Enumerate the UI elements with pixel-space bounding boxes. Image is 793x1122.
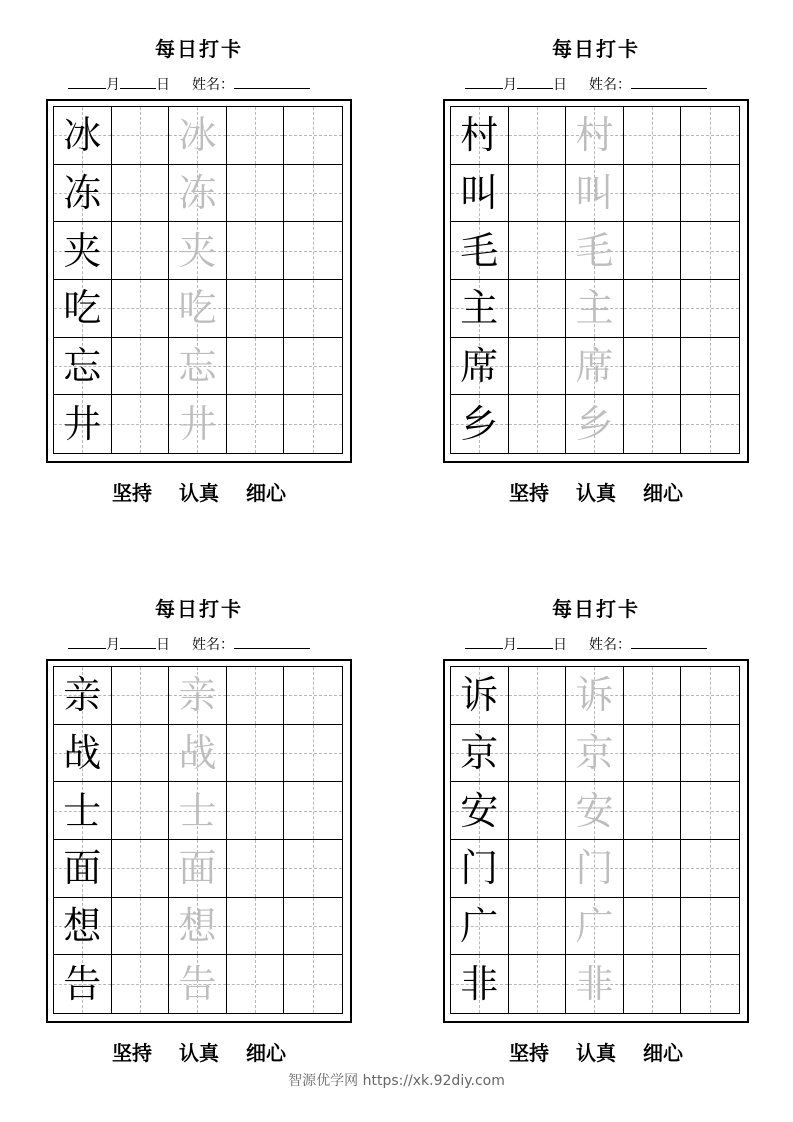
empty-cell[interactable] — [624, 955, 682, 1013]
empty-cell[interactable] — [624, 782, 682, 840]
empty-cell[interactable] — [509, 840, 567, 898]
model-character: 告 — [63, 962, 102, 1007]
empty-cell[interactable] — [681, 782, 739, 840]
trace-character: 广 — [575, 903, 614, 948]
model-character: 亲 — [63, 673, 102, 718]
empty-cell[interactable] — [681, 955, 739, 1013]
empty-cell[interactable] — [624, 840, 682, 898]
empty-cell[interactable] — [112, 782, 170, 840]
trace-cell[interactable] — [169, 667, 227, 725]
empty-cell[interactable] — [681, 898, 739, 956]
model-character: 士 — [63, 788, 102, 833]
month-blank[interactable] — [465, 634, 503, 649]
empty-cell[interactable] — [227, 955, 285, 1013]
practice-frame — [443, 659, 749, 1023]
empty-cell[interactable] — [624, 338, 682, 396]
trace-character: 冰 — [178, 113, 217, 158]
trace-cell[interactable] — [566, 395, 624, 453]
practice-grid — [53, 666, 343, 1014]
empty-cell[interactable] — [624, 107, 682, 165]
empty-cell[interactable] — [509, 898, 567, 956]
trace-cell[interactable] — [566, 165, 624, 223]
empty-cell[interactable] — [112, 395, 170, 453]
day-blank[interactable] — [120, 74, 156, 89]
empty-cell[interactable] — [227, 898, 285, 956]
model-character: 门 — [460, 846, 499, 891]
trace-cell[interactable] — [169, 725, 227, 783]
model-cell — [451, 782, 509, 840]
model-cell — [54, 165, 112, 223]
trace-character: 井 — [178, 402, 217, 447]
trace-cell[interactable] — [566, 107, 624, 165]
model-cell — [54, 338, 112, 396]
model-cell — [54, 222, 112, 280]
empty-cell[interactable] — [624, 222, 682, 280]
empty-cell[interactable] — [112, 280, 170, 338]
empty-cell[interactable] — [509, 280, 567, 338]
model-cell — [54, 840, 112, 898]
motto: 坚持 认真 细心 — [112, 481, 286, 505]
empty-cell[interactable] — [284, 898, 342, 956]
trace-character: 忘 — [178, 343, 217, 388]
empty-cell[interactable] — [681, 667, 739, 725]
empty-cell[interactable] — [227, 338, 285, 396]
trace-cell[interactable] — [169, 222, 227, 280]
trace-character: 京 — [575, 730, 614, 775]
practice-grid — [450, 106, 740, 454]
trace-cell[interactable] — [566, 222, 624, 280]
model-cell — [54, 898, 112, 956]
empty-cell[interactable] — [284, 222, 342, 280]
name-label: 姓名： — [192, 637, 234, 653]
empty-cell[interactable] — [681, 107, 739, 165]
empty-cell[interactable] — [284, 165, 342, 223]
empty-cell[interactable] — [681, 395, 739, 453]
model-cell — [451, 107, 509, 165]
model-cell — [451, 338, 509, 396]
trace-cell[interactable] — [169, 898, 227, 956]
trace-cell[interactable] — [169, 840, 227, 898]
trace-character: 冻 — [178, 170, 217, 215]
trace-cell[interactable] — [566, 782, 624, 840]
empty-cell[interactable] — [284, 280, 342, 338]
model-character: 主 — [460, 286, 499, 331]
trace-cell[interactable] — [169, 395, 227, 453]
date-name-line — [46, 74, 352, 94]
day-blank[interactable] — [120, 634, 156, 649]
empty-cell[interactable] — [112, 165, 170, 223]
empty-cell[interactable] — [624, 395, 682, 453]
empty-cell[interactable] — [112, 222, 170, 280]
model-cell — [451, 667, 509, 725]
model-character: 夹 — [63, 228, 102, 273]
empty-cell[interactable] — [227, 165, 285, 223]
model-character: 叫 — [460, 170, 499, 215]
day-blank[interactable] — [517, 634, 553, 649]
model-character: 想 — [63, 903, 102, 948]
day-label: 日 — [156, 637, 170, 653]
empty-cell[interactable] — [112, 338, 170, 396]
trace-character: 夹 — [178, 228, 217, 273]
name-label: 姓名： — [192, 77, 234, 93]
empty-cell[interactable] — [681, 725, 739, 783]
card-title: 每日打卡 — [155, 37, 243, 61]
month-label: 月 — [106, 637, 120, 653]
trace-character: 席 — [575, 343, 614, 388]
empty-cell[interactable] — [624, 667, 682, 725]
trace-character: 门 — [575, 846, 614, 891]
model-character: 战 — [63, 730, 102, 775]
model-cell — [54, 725, 112, 783]
trace-character: 亲 — [178, 673, 217, 718]
month-label: 月 — [503, 637, 517, 653]
empty-cell[interactable] — [681, 840, 739, 898]
date-name-line — [46, 634, 352, 654]
model-character: 毛 — [460, 228, 499, 273]
empty-cell[interactable] — [624, 165, 682, 223]
name-label: 姓名： — [589, 637, 631, 653]
model-character: 井 — [63, 402, 102, 447]
trace-character: 安 — [575, 788, 614, 833]
model-character: 吃 — [63, 286, 102, 331]
empty-cell[interactable] — [681, 338, 739, 396]
empty-cell[interactable] — [284, 107, 342, 165]
trace-character: 村 — [575, 113, 614, 158]
model-cell — [54, 667, 112, 725]
trace-character: 战 — [178, 730, 217, 775]
motto: 坚持 认真 细心 — [509, 481, 683, 505]
practice-frame — [443, 99, 749, 463]
trace-cell[interactable] — [566, 338, 624, 396]
empty-cell[interactable] — [284, 782, 342, 840]
empty-cell[interactable] — [284, 667, 342, 725]
model-character: 冰 — [63, 113, 102, 158]
model-character: 村 — [460, 113, 499, 158]
model-cell — [451, 955, 509, 1013]
trace-cell[interactable] — [169, 165, 227, 223]
date-name-line — [443, 634, 749, 654]
empty-cell[interactable] — [509, 782, 567, 840]
empty-cell[interactable] — [112, 107, 170, 165]
month-label: 月 — [503, 77, 517, 93]
empty-cell[interactable] — [227, 107, 285, 165]
motto: 坚持 认真 细心 — [112, 1041, 286, 1065]
trace-cell[interactable] — [566, 725, 624, 783]
trace-character: 告 — [178, 962, 217, 1007]
empty-cell[interactable] — [227, 667, 285, 725]
name-blank[interactable] — [234, 74, 310, 89]
day-blank[interactable] — [517, 74, 553, 89]
trace-character: 吃 — [178, 286, 217, 331]
model-cell — [54, 395, 112, 453]
practice-grid — [450, 666, 740, 1014]
trace-character: 士 — [178, 788, 217, 833]
trace-cell[interactable] — [169, 338, 227, 396]
empty-cell[interactable] — [284, 395, 342, 453]
model-cell — [451, 725, 509, 783]
empty-cell[interactable] — [227, 840, 285, 898]
model-character: 乡 — [460, 402, 499, 447]
trace-cell[interactable] — [566, 280, 624, 338]
month-blank[interactable] — [68, 74, 106, 89]
trace-character: 叫 — [575, 170, 614, 215]
empty-cell[interactable] — [624, 898, 682, 956]
model-cell — [54, 280, 112, 338]
trace-cell[interactable] — [566, 898, 624, 956]
month-label: 月 — [106, 77, 120, 93]
model-character: 冻 — [63, 170, 102, 215]
model-cell — [451, 280, 509, 338]
empty-cell[interactable] — [284, 840, 342, 898]
empty-cell[interactable] — [112, 840, 170, 898]
model-cell — [451, 840, 509, 898]
empty-cell[interactable] — [509, 222, 567, 280]
empty-cell[interactable] — [509, 338, 567, 396]
trace-character: 主 — [575, 286, 614, 331]
model-cell — [451, 395, 509, 453]
trace-cell[interactable] — [566, 955, 624, 1013]
empty-cell[interactable] — [227, 280, 285, 338]
trace-character: 非 — [575, 962, 614, 1007]
model-cell — [54, 955, 112, 1013]
trace-cell[interactable] — [169, 955, 227, 1013]
empty-cell[interactable] — [681, 280, 739, 338]
month-blank[interactable] — [465, 74, 503, 89]
empty-cell[interactable] — [681, 165, 739, 223]
model-cell — [54, 107, 112, 165]
footer-watermark: 智源优学网 https://xk.92diy.com — [288, 1073, 505, 1089]
model-character: 非 — [460, 962, 499, 1007]
trace-cell[interactable] — [169, 782, 227, 840]
empty-cell[interactable] — [284, 338, 342, 396]
empty-cell[interactable] — [509, 725, 567, 783]
empty-cell[interactable] — [112, 667, 170, 725]
model-cell — [451, 165, 509, 223]
model-character: 忘 — [63, 343, 102, 388]
empty-cell[interactable] — [681, 222, 739, 280]
trace-cell[interactable] — [566, 840, 624, 898]
trace-character: 想 — [178, 903, 217, 948]
trace-character: 毛 — [575, 228, 614, 273]
motto: 坚持 认真 细心 — [509, 1041, 683, 1065]
date-name-line — [443, 74, 749, 94]
name-blank[interactable] — [234, 634, 310, 649]
day-label: 日 — [553, 77, 567, 93]
empty-cell[interactable] — [284, 725, 342, 783]
empty-cell[interactable] — [227, 395, 285, 453]
trace-character: 乡 — [575, 402, 614, 447]
empty-cell[interactable] — [112, 955, 170, 1013]
empty-cell[interactable] — [624, 280, 682, 338]
day-label: 日 — [156, 77, 170, 93]
model-character: 广 — [460, 903, 499, 948]
empty-cell[interactable] — [509, 395, 567, 453]
empty-cell[interactable] — [227, 725, 285, 783]
practice-frame — [46, 659, 352, 1023]
month-blank[interactable] — [68, 634, 106, 649]
name-blank[interactable] — [631, 74, 707, 89]
trace-character: 面 — [178, 846, 217, 891]
empty-cell[interactable] — [284, 955, 342, 1013]
empty-cell[interactable] — [227, 222, 285, 280]
empty-cell[interactable] — [624, 725, 682, 783]
model-cell — [451, 222, 509, 280]
name-label: 姓名： — [589, 77, 631, 93]
empty-cell[interactable] — [112, 898, 170, 956]
trace-cell[interactable] — [169, 107, 227, 165]
card-title: 每日打卡 — [552, 597, 640, 621]
model-character: 安 — [460, 788, 499, 833]
card-title: 每日打卡 — [155, 597, 243, 621]
practice-grid — [53, 106, 343, 454]
day-label: 日 — [553, 637, 567, 653]
empty-cell[interactable] — [509, 667, 567, 725]
trace-character: 诉 — [575, 673, 614, 718]
model-character: 面 — [63, 846, 102, 891]
model-character: 诉 — [460, 673, 499, 718]
card-title: 每日打卡 — [552, 37, 640, 61]
empty-cell[interactable] — [227, 782, 285, 840]
model-cell — [54, 782, 112, 840]
empty-cell[interactable] — [509, 107, 567, 165]
name-blank[interactable] — [631, 634, 707, 649]
model-cell — [451, 898, 509, 956]
model-character: 席 — [460, 343, 499, 388]
trace-cell[interactable] — [566, 667, 624, 725]
model-character: 京 — [460, 730, 499, 775]
empty-cell[interactable] — [509, 955, 567, 1013]
trace-cell[interactable] — [169, 280, 227, 338]
empty-cell[interactable] — [509, 165, 567, 223]
empty-cell[interactable] — [112, 725, 170, 783]
practice-frame — [46, 99, 352, 463]
